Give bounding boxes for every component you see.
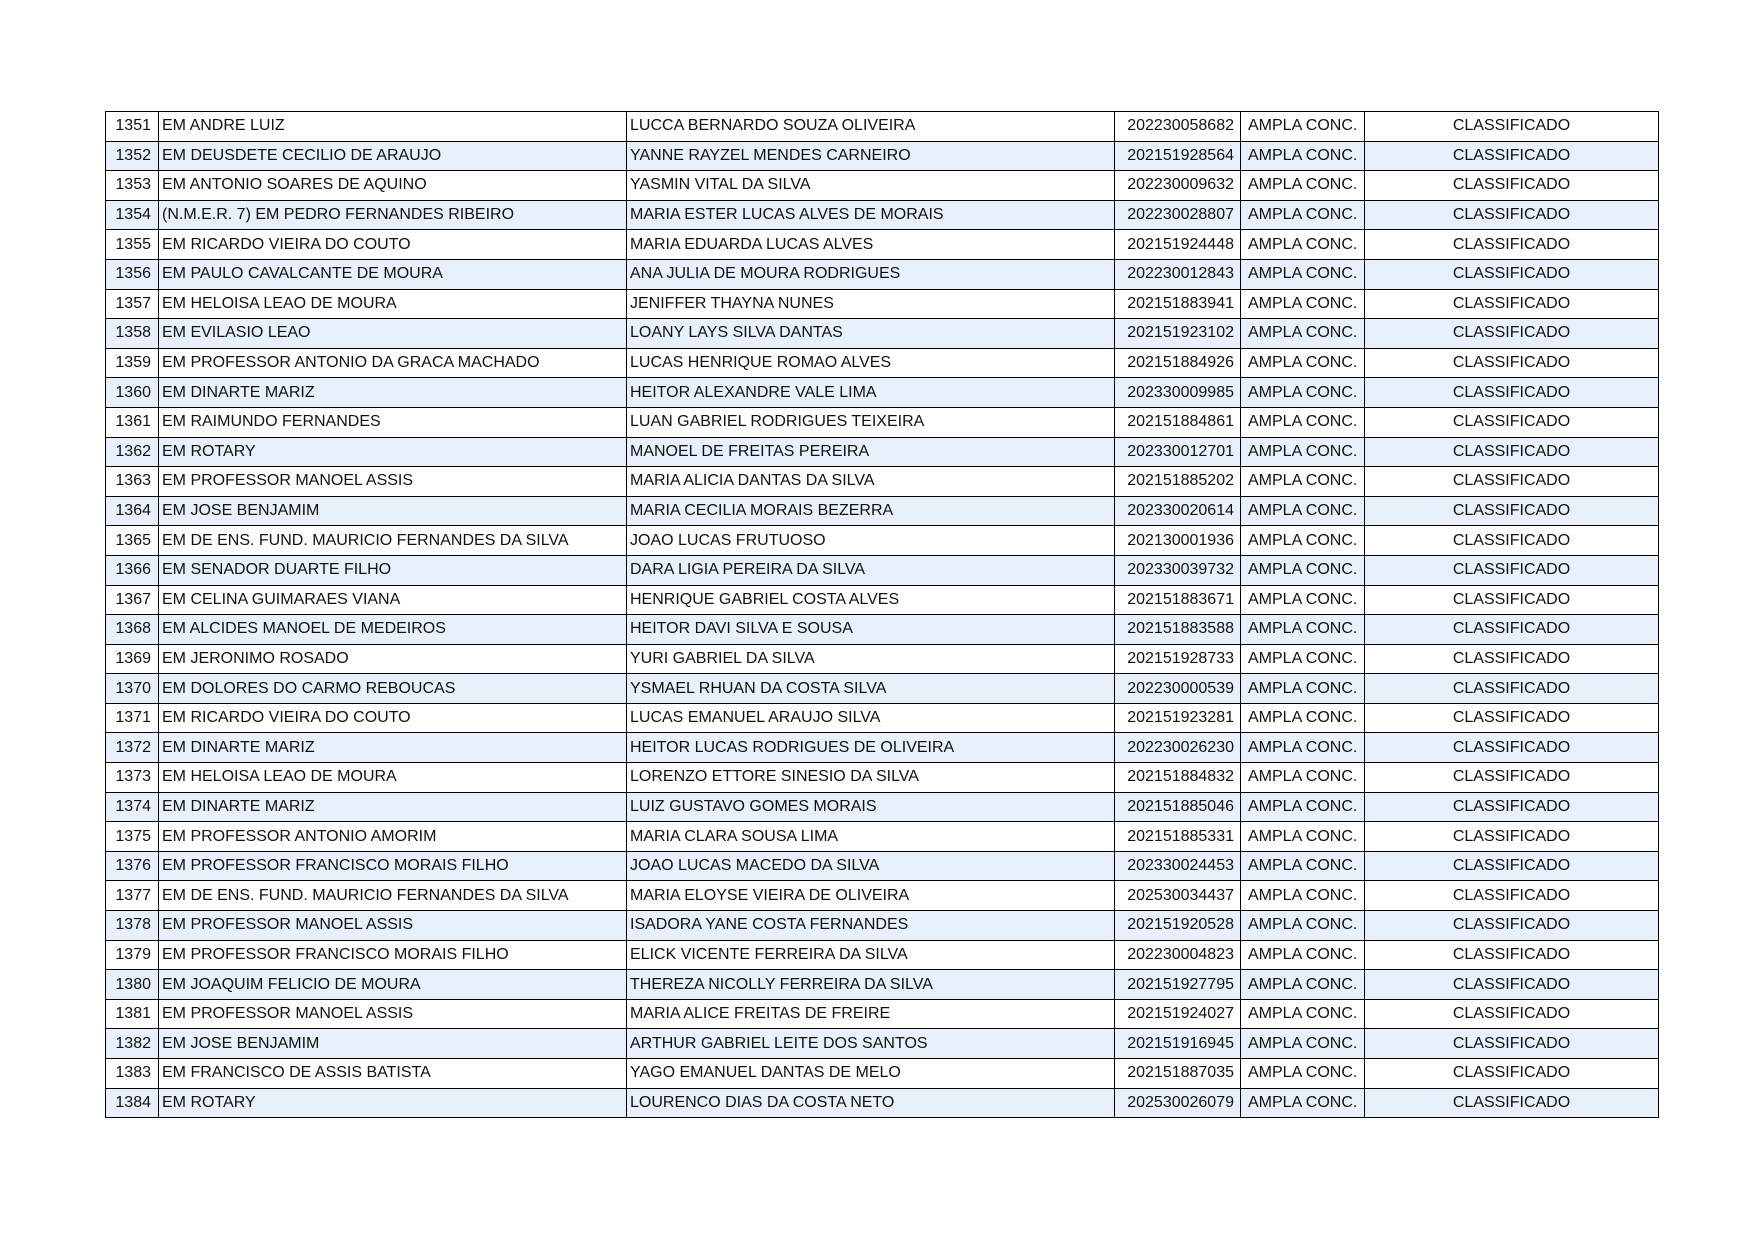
school-cell: EM EVILASIO LEAO xyxy=(159,319,627,349)
row-number-cell: 1366 xyxy=(106,555,159,585)
quota-type-cell: AMPLA CONC. xyxy=(1241,407,1365,437)
school-cell: EM RICARDO VIEIRA DO COUTO xyxy=(159,703,627,733)
table-row xyxy=(106,141,1659,171)
table-row xyxy=(106,940,1659,970)
registration-code-cell: 202151916945 xyxy=(1115,1029,1241,1059)
row-number-cell: 1373 xyxy=(106,763,159,793)
table-row xyxy=(106,615,1659,645)
student-name-cell: YASMIN VITAL DA SILVA xyxy=(627,171,1115,201)
row-number-cell: 1364 xyxy=(106,496,159,526)
quota-type-cell: AMPLA CONC. xyxy=(1241,674,1365,704)
quota-type-cell: AMPLA CONC. xyxy=(1241,467,1365,497)
status-cell: CLASSIFICADO xyxy=(1365,822,1659,852)
school-cell: EM PROFESSOR MANOEL ASSIS xyxy=(159,911,627,941)
school-cell: EM DE ENS. FUND. MAURICIO FERNANDES DA SILVA xyxy=(159,526,627,556)
table-row xyxy=(106,881,1659,911)
status-cell: CLASSIFICADO xyxy=(1365,496,1659,526)
quota-type-cell: AMPLA CONC. xyxy=(1241,230,1365,260)
row-number-cell: 1381 xyxy=(106,999,159,1029)
student-name-cell: HENRIQUE GABRIEL COSTA ALVES xyxy=(627,585,1115,615)
student-name-cell: HEITOR DAVI SILVA E SOUSA xyxy=(627,615,1115,645)
student-name-cell: LOANY LAYS SILVA DANTAS xyxy=(627,319,1115,349)
school-cell: EM PROFESSOR FRANCISCO MORAIS FILHO xyxy=(159,940,627,970)
student-name-cell: MARIA EDUARDA LUCAS ALVES xyxy=(627,230,1115,260)
quota-type-cell: AMPLA CONC. xyxy=(1241,1059,1365,1089)
table-row xyxy=(106,112,1659,142)
table-body xyxy=(106,112,1659,1118)
school-cell: EM DEUSDETE CECILIO DE ARAUJO xyxy=(159,141,627,171)
student-name-cell: MARIA ALICIA DANTAS DA SILVA xyxy=(627,467,1115,497)
school-cell: EM JOSE BENJAMIM xyxy=(159,496,627,526)
student-name-cell: LUCCA BERNARDO SOUZA OLIVEIRA xyxy=(627,112,1115,142)
quota-type-cell: AMPLA CONC. xyxy=(1241,585,1365,615)
table-row xyxy=(106,1088,1659,1118)
row-number-cell: 1379 xyxy=(106,940,159,970)
row-number-cell: 1377 xyxy=(106,881,159,911)
row-number-cell: 1351 xyxy=(106,112,159,142)
registration-code-cell: 202530026079 xyxy=(1115,1088,1241,1118)
table-row xyxy=(106,171,1659,201)
status-cell: CLASSIFICADO xyxy=(1365,289,1659,319)
status-cell: CLASSIFICADO xyxy=(1365,792,1659,822)
quota-type-cell: AMPLA CONC. xyxy=(1241,733,1365,763)
status-cell: CLASSIFICADO xyxy=(1365,407,1659,437)
table-row xyxy=(106,822,1659,852)
student-name-cell: MARIA CLARA SOUSA LIMA xyxy=(627,822,1115,852)
status-cell: CLASSIFICADO xyxy=(1365,437,1659,467)
row-number-cell: 1358 xyxy=(106,319,159,349)
status-cell: CLASSIFICADO xyxy=(1365,1088,1659,1118)
student-name-cell: JOAO LUCAS MACEDO DA SILVA xyxy=(627,851,1115,881)
student-name-cell: LOURENCO DIAS DA COSTA NETO xyxy=(627,1088,1115,1118)
student-name-cell: THEREZA NICOLLY FERREIRA DA SILVA xyxy=(627,970,1115,1000)
table-row xyxy=(106,555,1659,585)
status-cell: CLASSIFICADO xyxy=(1365,674,1659,704)
registration-code-cell: 202230058682 xyxy=(1115,112,1241,142)
row-number-cell: 1367 xyxy=(106,585,159,615)
status-cell: CLASSIFICADO xyxy=(1365,644,1659,674)
registration-code-cell: 202151885331 xyxy=(1115,822,1241,852)
status-cell: CLASSIFICADO xyxy=(1365,378,1659,408)
row-number-cell: 1368 xyxy=(106,615,159,645)
status-cell: CLASSIFICADO xyxy=(1365,171,1659,201)
row-number-cell: 1359 xyxy=(106,348,159,378)
registration-code-cell: 202330024453 xyxy=(1115,851,1241,881)
quota-type-cell: AMPLA CONC. xyxy=(1241,822,1365,852)
registration-code-cell: 202330039732 xyxy=(1115,555,1241,585)
status-cell: CLASSIFICADO xyxy=(1365,259,1659,289)
student-name-cell: ELICK VICENTE FERREIRA DA SILVA xyxy=(627,940,1115,970)
registration-code-cell: 202330009985 xyxy=(1115,378,1241,408)
quota-type-cell: AMPLA CONC. xyxy=(1241,259,1365,289)
table-row xyxy=(106,970,1659,1000)
row-number-cell: 1356 xyxy=(106,259,159,289)
school-cell: EM FRANCISCO DE ASSIS BATISTA xyxy=(159,1059,627,1089)
school-cell: EM JOSE BENJAMIM xyxy=(159,1029,627,1059)
quota-type-cell: AMPLA CONC. xyxy=(1241,999,1365,1029)
results-table-container xyxy=(105,111,1658,1118)
school-cell: EM ALCIDES MANOEL DE MEDEIROS xyxy=(159,615,627,645)
table-row xyxy=(106,200,1659,230)
row-number-cell: 1353 xyxy=(106,171,159,201)
school-cell: EM PAULO CAVALCANTE DE MOURA xyxy=(159,259,627,289)
school-cell: EM DINARTE MARIZ xyxy=(159,792,627,822)
quota-type-cell: AMPLA CONC. xyxy=(1241,970,1365,1000)
student-name-cell: JENIFFER THAYNA NUNES xyxy=(627,289,1115,319)
student-name-cell: ANA JULIA DE MOURA RODRIGUES xyxy=(627,259,1115,289)
status-cell: CLASSIFICADO xyxy=(1365,1059,1659,1089)
quota-type-cell: AMPLA CONC. xyxy=(1241,289,1365,319)
registration-code-cell: 202230000539 xyxy=(1115,674,1241,704)
registration-code-cell: 202151920528 xyxy=(1115,911,1241,941)
registration-code-cell: 202151885202 xyxy=(1115,467,1241,497)
registration-code-cell: 202330012701 xyxy=(1115,437,1241,467)
student-name-cell: MARIA CECILIA MORAIS BEZERRA xyxy=(627,496,1115,526)
school-cell: EM ANTONIO SOARES DE AQUINO xyxy=(159,171,627,201)
row-number-cell: 1371 xyxy=(106,703,159,733)
school-cell: EM DOLORES DO CARMO REBOUCAS xyxy=(159,674,627,704)
quota-type-cell: AMPLA CONC. xyxy=(1241,319,1365,349)
table-row xyxy=(106,1029,1659,1059)
registration-code-cell: 202151883941 xyxy=(1115,289,1241,319)
table-row xyxy=(106,467,1659,497)
registration-code-cell: 202151924027 xyxy=(1115,999,1241,1029)
quota-type-cell: AMPLA CONC. xyxy=(1241,171,1365,201)
status-cell: CLASSIFICADO xyxy=(1365,467,1659,497)
table-row xyxy=(106,407,1659,437)
row-number-cell: 1355 xyxy=(106,230,159,260)
quota-type-cell: AMPLA CONC. xyxy=(1241,496,1365,526)
status-cell: CLASSIFICADO xyxy=(1365,200,1659,230)
registration-code-cell: 202230004823 xyxy=(1115,940,1241,970)
school-cell: EM JOAQUIM FELICIO DE MOURA xyxy=(159,970,627,1000)
table-row xyxy=(106,644,1659,674)
row-number-cell: 1369 xyxy=(106,644,159,674)
quota-type-cell: AMPLA CONC. xyxy=(1241,1029,1365,1059)
status-cell: CLASSIFICADO xyxy=(1365,1029,1659,1059)
school-cell: EM DINARTE MARIZ xyxy=(159,378,627,408)
quota-type-cell: AMPLA CONC. xyxy=(1241,940,1365,970)
registration-code-cell: 202151885046 xyxy=(1115,792,1241,822)
quota-type-cell: AMPLA CONC. xyxy=(1241,378,1365,408)
row-number-cell: 1362 xyxy=(106,437,159,467)
results-table xyxy=(105,111,1659,1118)
registration-code-cell: 202151928733 xyxy=(1115,644,1241,674)
school-cell: EM ROTARY xyxy=(159,1088,627,1118)
quota-type-cell: AMPLA CONC. xyxy=(1241,348,1365,378)
quota-type-cell: AMPLA CONC. xyxy=(1241,911,1365,941)
registration-code-cell: 202151884926 xyxy=(1115,348,1241,378)
quota-type-cell: AMPLA CONC. xyxy=(1241,112,1365,142)
table-row xyxy=(106,674,1659,704)
row-number-cell: 1374 xyxy=(106,792,159,822)
registration-code-cell: 202151883671 xyxy=(1115,585,1241,615)
school-cell: EM JERONIMO ROSADO xyxy=(159,644,627,674)
row-number-cell: 1378 xyxy=(106,911,159,941)
registration-code-cell: 202151927795 xyxy=(1115,970,1241,1000)
quota-type-cell: AMPLA CONC. xyxy=(1241,792,1365,822)
quota-type-cell: AMPLA CONC. xyxy=(1241,763,1365,793)
school-cell: EM ROTARY xyxy=(159,437,627,467)
row-number-cell: 1380 xyxy=(106,970,159,1000)
school-cell: EM SENADOR DUARTE FILHO xyxy=(159,555,627,585)
status-cell: CLASSIFICADO xyxy=(1365,585,1659,615)
student-name-cell: HEITOR ALEXANDRE VALE LIMA xyxy=(627,378,1115,408)
status-cell: CLASSIFICADO xyxy=(1365,970,1659,1000)
registration-code-cell: 202151884861 xyxy=(1115,407,1241,437)
student-name-cell: YAGO EMANUEL DANTAS DE MELO xyxy=(627,1059,1115,1089)
school-cell: EM PROFESSOR MANOEL ASSIS xyxy=(159,467,627,497)
registration-code-cell: 202151884832 xyxy=(1115,763,1241,793)
quota-type-cell: AMPLA CONC. xyxy=(1241,526,1365,556)
row-number-cell: 1375 xyxy=(106,822,159,852)
student-name-cell: LUIZ GUSTAVO GOMES MORAIS xyxy=(627,792,1115,822)
quota-type-cell: AMPLA CONC. xyxy=(1241,881,1365,911)
quota-type-cell: AMPLA CONC. xyxy=(1241,141,1365,171)
table-row xyxy=(106,378,1659,408)
registration-code-cell: 202230026230 xyxy=(1115,733,1241,763)
student-name-cell: YANNE RAYZEL MENDES CARNEIRO xyxy=(627,141,1115,171)
quota-type-cell: AMPLA CONC. xyxy=(1241,1088,1365,1118)
quota-type-cell: AMPLA CONC. xyxy=(1241,555,1365,585)
student-name-cell: LORENZO ETTORE SINESIO DA SILVA xyxy=(627,763,1115,793)
status-cell: CLASSIFICADO xyxy=(1365,141,1659,171)
table-row xyxy=(106,230,1659,260)
status-cell: CLASSIFICADO xyxy=(1365,112,1659,142)
status-cell: CLASSIFICADO xyxy=(1365,881,1659,911)
table-row xyxy=(106,763,1659,793)
table-row xyxy=(106,526,1659,556)
registration-code-cell: 202230028807 xyxy=(1115,200,1241,230)
registration-code-cell: 202151928564 xyxy=(1115,141,1241,171)
row-number-cell: 1383 xyxy=(106,1059,159,1089)
table-row xyxy=(106,911,1659,941)
school-cell: EM DE ENS. FUND. MAURICIO FERNANDES DA SILVA xyxy=(159,881,627,911)
student-name-cell: MARIA ALICE FREITAS DE FREIRE xyxy=(627,999,1115,1029)
school-cell: EM PROFESSOR ANTONIO DA GRACA MACHADO xyxy=(159,348,627,378)
status-cell: CLASSIFICADO xyxy=(1365,348,1659,378)
registration-code-cell: 202330020614 xyxy=(1115,496,1241,526)
registration-code-cell: 202530034437 xyxy=(1115,881,1241,911)
quota-type-cell: AMPLA CONC. xyxy=(1241,851,1365,881)
school-cell: EM PROFESSOR ANTONIO AMORIM xyxy=(159,822,627,852)
row-number-cell: 1384 xyxy=(106,1088,159,1118)
student-name-cell: HEITOR LUCAS RODRIGUES DE OLIVEIRA xyxy=(627,733,1115,763)
quota-type-cell: AMPLA CONC. xyxy=(1241,200,1365,230)
school-cell: EM PROFESSOR FRANCISCO MORAIS FILHO xyxy=(159,851,627,881)
status-cell: CLASSIFICADO xyxy=(1365,615,1659,645)
school-cell: (N.M.E.R. 7) EM PEDRO FERNANDES RIBEIRO xyxy=(159,200,627,230)
row-number-cell: 1363 xyxy=(106,467,159,497)
status-cell: CLASSIFICADO xyxy=(1365,733,1659,763)
school-cell: EM HELOISA LEAO DE MOURA xyxy=(159,763,627,793)
status-cell: CLASSIFICADO xyxy=(1365,999,1659,1029)
student-name-cell: ARTHUR GABRIEL LEITE DOS SANTOS xyxy=(627,1029,1115,1059)
row-number-cell: 1361 xyxy=(106,407,159,437)
table-row xyxy=(106,319,1659,349)
status-cell: CLASSIFICADO xyxy=(1365,763,1659,793)
quota-type-cell: AMPLA CONC. xyxy=(1241,644,1365,674)
student-name-cell: LUCAS EMANUEL ARAUJO SILVA xyxy=(627,703,1115,733)
student-name-cell: YURI GABRIEL DA SILVA xyxy=(627,644,1115,674)
table-row xyxy=(106,289,1659,319)
status-cell: CLASSIFICADO xyxy=(1365,703,1659,733)
table-row xyxy=(106,733,1659,763)
registration-code-cell: 202151883588 xyxy=(1115,615,1241,645)
quota-type-cell: AMPLA CONC. xyxy=(1241,703,1365,733)
student-name-cell: JOAO LUCAS FRUTUOSO xyxy=(627,526,1115,556)
student-name-cell: LUAN GABRIEL RODRIGUES TEIXEIRA xyxy=(627,407,1115,437)
status-cell: CLASSIFICADO xyxy=(1365,230,1659,260)
status-cell: CLASSIFICADO xyxy=(1365,940,1659,970)
table-row xyxy=(106,585,1659,615)
row-number-cell: 1382 xyxy=(106,1029,159,1059)
student-name-cell: MANOEL DE FREITAS PEREIRA xyxy=(627,437,1115,467)
student-name-cell: MARIA ESTER LUCAS ALVES DE MORAIS xyxy=(627,200,1115,230)
student-name-cell: YSMAEL RHUAN DA COSTA SILVA xyxy=(627,674,1115,704)
school-cell: EM HELOISA LEAO DE MOURA xyxy=(159,289,627,319)
table-row xyxy=(106,851,1659,881)
status-cell: CLASSIFICADO xyxy=(1365,911,1659,941)
student-name-cell: ISADORA YANE COSTA FERNANDES xyxy=(627,911,1115,941)
row-number-cell: 1372 xyxy=(106,733,159,763)
quota-type-cell: AMPLA CONC. xyxy=(1241,615,1365,645)
table-row xyxy=(106,703,1659,733)
school-cell: EM RAIMUNDO FERNANDES xyxy=(159,407,627,437)
registration-code-cell: 202230009632 xyxy=(1115,171,1241,201)
student-name-cell: LUCAS HENRIQUE ROMAO ALVES xyxy=(627,348,1115,378)
table-row xyxy=(106,437,1659,467)
school-cell: EM DINARTE MARIZ xyxy=(159,733,627,763)
row-number-cell: 1360 xyxy=(106,378,159,408)
registration-code-cell: 202151887035 xyxy=(1115,1059,1241,1089)
school-cell: EM CELINA GUIMARAES VIANA xyxy=(159,585,627,615)
school-cell: EM ANDRE LUIZ xyxy=(159,112,627,142)
quota-type-cell: AMPLA CONC. xyxy=(1241,437,1365,467)
student-name-cell: DARA LIGIA PEREIRA DA SILVA xyxy=(627,555,1115,585)
row-number-cell: 1357 xyxy=(106,289,159,319)
table-row xyxy=(106,496,1659,526)
registration-code-cell: 202130001936 xyxy=(1115,526,1241,556)
table-row xyxy=(106,348,1659,378)
status-cell: CLASSIFICADO xyxy=(1365,526,1659,556)
table-row xyxy=(106,259,1659,289)
registration-code-cell: 202151923281 xyxy=(1115,703,1241,733)
student-name-cell: MARIA ELOYSE VIEIRA DE OLIVEIRA xyxy=(627,881,1115,911)
registration-code-cell: 202151924448 xyxy=(1115,230,1241,260)
table-row xyxy=(106,792,1659,822)
row-number-cell: 1376 xyxy=(106,851,159,881)
status-cell: CLASSIFICADO xyxy=(1365,555,1659,585)
registration-code-cell: 202151923102 xyxy=(1115,319,1241,349)
status-cell: CLASSIFICADO xyxy=(1365,319,1659,349)
row-number-cell: 1352 xyxy=(106,141,159,171)
row-number-cell: 1370 xyxy=(106,674,159,704)
table-row xyxy=(106,999,1659,1029)
registration-code-cell: 202230012843 xyxy=(1115,259,1241,289)
row-number-cell: 1354 xyxy=(106,200,159,230)
school-cell: EM RICARDO VIEIRA DO COUTO xyxy=(159,230,627,260)
school-cell: EM PROFESSOR MANOEL ASSIS xyxy=(159,999,627,1029)
table-row xyxy=(106,1059,1659,1089)
status-cell: CLASSIFICADO xyxy=(1365,851,1659,881)
row-number-cell: 1365 xyxy=(106,526,159,556)
